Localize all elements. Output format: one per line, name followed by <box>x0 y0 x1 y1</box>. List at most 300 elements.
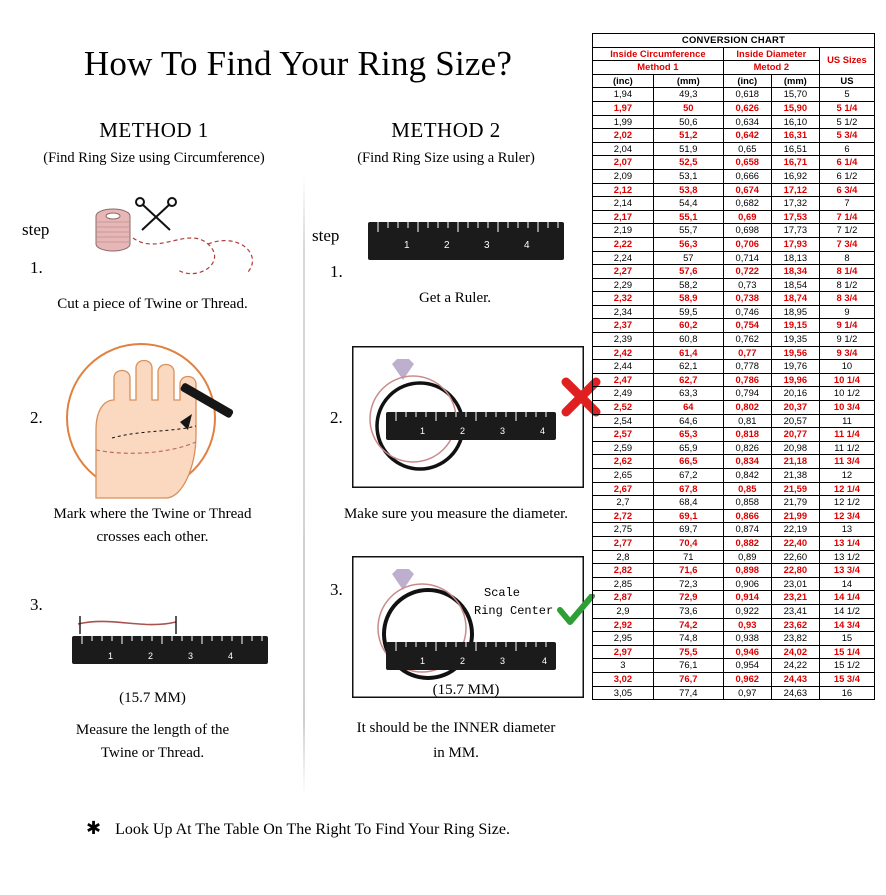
table-cell: 2,09 <box>593 169 654 183</box>
table-cell: 0,642 <box>723 129 771 143</box>
table-cell: 22,40 <box>771 536 819 550</box>
table-cell: 10 1/4 <box>819 373 874 387</box>
bottom-note <box>18 818 578 839</box>
table-cell: 10 1/2 <box>819 387 874 401</box>
chart-title: CONVERSION CHART <box>593 34 875 48</box>
table-cell: 23,21 <box>771 591 819 605</box>
table-cell: 69,7 <box>653 523 723 537</box>
table-cell: 13 3/4 <box>819 564 874 578</box>
table-cell: 69,1 <box>653 509 723 523</box>
table-cell: 0,698 <box>723 224 771 238</box>
table-row <box>593 88 875 102</box>
table-cell: 5 1/4 <box>819 101 874 115</box>
table-cell: 20,98 <box>771 441 819 455</box>
table-cell: 0,626 <box>723 101 771 115</box>
method-1-step-2-number: 2. <box>30 408 43 427</box>
table-cell: 2,19 <box>593 224 654 238</box>
table-cell: 16 <box>819 686 874 700</box>
table-row <box>593 659 875 673</box>
method-2-step-2-caption: Make sure you measure the diameter. <box>343 506 569 522</box>
table-row <box>593 319 875 333</box>
table-cell: 13 <box>819 523 874 537</box>
method-2-step-word: step <box>312 226 340 245</box>
table-cell: 0,938 <box>723 632 771 646</box>
table-row <box>593 224 875 238</box>
table-cell: 5 <box>819 88 874 102</box>
table-cell: 65,3 <box>653 428 723 442</box>
table-row <box>593 251 875 265</box>
table-cell: 20,37 <box>771 401 819 415</box>
table-row <box>593 496 875 510</box>
table-cell: 21,99 <box>771 509 819 523</box>
table-cell: 0,762 <box>723 333 771 347</box>
table-cell: 18,95 <box>771 305 819 319</box>
table-row <box>593 210 875 224</box>
ruler-number-2: 2 <box>148 651 154 661</box>
table-cell: 57 <box>653 251 723 265</box>
table-cell: 3 <box>593 659 654 673</box>
wrong-diameter-panel <box>352 346 584 488</box>
chart-sub-header-0: Method 1 <box>593 61 724 75</box>
table-cell: 0,706 <box>723 237 771 251</box>
table-cell: 2,82 <box>593 564 654 578</box>
table-row <box>593 101 875 115</box>
table-cell: 5 1/2 <box>819 115 874 129</box>
table-cell: 3,05 <box>593 686 654 700</box>
svg-text:2: 2 <box>444 240 450 251</box>
table-cell: 18,74 <box>771 292 819 306</box>
table-cell: 12 <box>819 469 874 483</box>
table-row <box>593 550 875 564</box>
table-cell: 18,13 <box>771 251 819 265</box>
table-cell: 21,38 <box>771 469 819 483</box>
table-row <box>593 360 875 374</box>
svg-text:4: 4 <box>542 656 548 666</box>
table-cell: 9 <box>819 305 874 319</box>
table-cell: 14 3/4 <box>819 618 874 632</box>
table-cell: 2,97 <box>593 645 654 659</box>
table-cell: 22,60 <box>771 550 819 564</box>
conversion-chart <box>592 33 875 700</box>
hand-with-thread-illustration <box>56 338 286 503</box>
table-cell: 1,99 <box>593 115 654 129</box>
table-row <box>593 469 875 483</box>
table-cell: 12 3/4 <box>819 509 874 523</box>
chart-unit-header-4: US <box>819 74 874 88</box>
table-cell: 9 3/4 <box>819 346 874 360</box>
table-row <box>593 292 875 306</box>
table-cell: 0,93 <box>723 618 771 632</box>
method-1-heading: METHOD 1 <box>99 118 209 142</box>
table-cell: 21,59 <box>771 482 819 496</box>
chart-unit-header-2: (inc) <box>723 74 771 88</box>
table-cell: 10 <box>819 360 874 374</box>
ruler-measuring-thread-illustration <box>72 608 272 670</box>
table-cell: 64 <box>653 401 723 415</box>
table-cell: 17,12 <box>771 183 819 197</box>
table-cell: 2,27 <box>593 265 654 279</box>
table-cell: 58,2 <box>653 278 723 292</box>
table-cell: 75,5 <box>653 645 723 659</box>
table-cell: 2,24 <box>593 251 654 265</box>
table-cell: 0,826 <box>723 441 771 455</box>
table-cell: 2,39 <box>593 333 654 347</box>
table-cell: 2,72 <box>593 509 654 523</box>
table-cell: 77,4 <box>653 686 723 700</box>
table-row <box>593 428 875 442</box>
table-row <box>593 387 875 401</box>
table-row <box>593 455 875 469</box>
table-cell: 50,6 <box>653 115 723 129</box>
table-cell: 14 1/4 <box>819 591 874 605</box>
table-cell: 0,818 <box>723 428 771 442</box>
table-cell: 60,8 <box>653 333 723 347</box>
bottom-note-text: Look Up At The Table On The Right To Find Your Ring Size. <box>115 821 510 838</box>
table-cell: 76,1 <box>653 659 723 673</box>
table-cell: 2,95 <box>593 632 654 646</box>
table-cell: 66,5 <box>653 455 723 469</box>
table-row <box>593 632 875 646</box>
svg-text:2: 2 <box>460 426 466 436</box>
table-cell: 2,67 <box>593 482 654 496</box>
table-row <box>593 577 875 591</box>
method-1-measure-label: (15.7 MM) <box>119 690 186 706</box>
table-cell: 2,62 <box>593 455 654 469</box>
table-row <box>593 401 875 415</box>
table-cell: 14 <box>819 577 874 591</box>
table-row <box>593 129 875 143</box>
twine-spool-illustration <box>78 196 278 291</box>
method-2-column <box>310 118 582 167</box>
table-cell: 23,41 <box>771 604 819 618</box>
table-cell: 0,906 <box>723 577 771 591</box>
ruler-number-3: 3 <box>188 651 194 661</box>
table-cell: 62,7 <box>653 373 723 387</box>
table-cell: 55,1 <box>653 210 723 224</box>
table-cell: 2,44 <box>593 360 654 374</box>
table-cell: 2,42 <box>593 346 654 360</box>
method-1-step-3-number: 3. <box>30 595 43 614</box>
table-cell: 50 <box>653 101 723 115</box>
table-row <box>593 618 875 632</box>
table-cell: 1,94 <box>593 88 654 102</box>
method-1-step-3-caption-line2: Twine or Thread. <box>100 745 205 761</box>
table-cell: 20,57 <box>771 414 819 428</box>
table-cell: 0,81 <box>723 414 771 428</box>
table-cell: 7 1/2 <box>819 224 874 238</box>
table-cell: 17,53 <box>771 210 819 224</box>
table-cell: 74,8 <box>653 632 723 646</box>
table-cell: 15 3/4 <box>819 672 874 686</box>
table-row <box>593 645 875 659</box>
table-cell: 62,1 <box>653 360 723 374</box>
table-cell: 53,1 <box>653 169 723 183</box>
table-cell: 2,34 <box>593 305 654 319</box>
table-cell: 21,18 <box>771 455 819 469</box>
table-cell: 0,722 <box>723 265 771 279</box>
table-cell: 2,02 <box>593 129 654 143</box>
table-cell: 0,89 <box>723 550 771 564</box>
table-row <box>593 523 875 537</box>
table-cell: 19,56 <box>771 346 819 360</box>
table-cell: 0,802 <box>723 401 771 415</box>
table-cell: 54,4 <box>653 197 723 211</box>
table-cell: 0,834 <box>723 455 771 469</box>
table-cell: 11 <box>819 414 874 428</box>
table-cell: 7 3/4 <box>819 237 874 251</box>
table-row <box>593 509 875 523</box>
table-row <box>593 536 875 550</box>
method-2-step-3-number: 3. <box>330 580 343 599</box>
table-cell: 0,754 <box>723 319 771 333</box>
method-1-step-2-caption-line1: Mark where the Twine or Thread <box>53 506 252 522</box>
chart-group-header-1: Inside Diameter <box>723 47 819 61</box>
table-cell: 16,71 <box>771 156 819 170</box>
table-cell: 2,07 <box>593 156 654 170</box>
table-cell: 74,2 <box>653 618 723 632</box>
table-cell: 51,9 <box>653 142 723 156</box>
table-cell: 0,786 <box>723 373 771 387</box>
table-row <box>593 156 875 170</box>
table-cell: 17,32 <box>771 197 819 211</box>
table-cell: 2,29 <box>593 278 654 292</box>
table-cell: 0,666 <box>723 169 771 183</box>
table-row <box>593 278 875 292</box>
table-cell: 16,92 <box>771 169 819 183</box>
table-cell: 0,962 <box>723 672 771 686</box>
table-cell: 0,946 <box>723 645 771 659</box>
method-2-step-1-number: 1. <box>330 262 343 281</box>
table-cell: 10 3/4 <box>819 401 874 415</box>
table-cell: 0,898 <box>723 564 771 578</box>
table-cell: 0,73 <box>723 278 771 292</box>
table-cell: 23,62 <box>771 618 819 632</box>
table-cell: 71 <box>653 550 723 564</box>
table-cell: 8 <box>819 251 874 265</box>
plain-ruler-illustration <box>368 222 568 264</box>
table-cell: 11 1/4 <box>819 428 874 442</box>
table-cell: 76,7 <box>653 672 723 686</box>
ruler-number-4: 4 <box>228 651 234 661</box>
table-cell: 0,97 <box>723 686 771 700</box>
table-cell: 19,35 <box>771 333 819 347</box>
table-cell: 2,9 <box>593 604 654 618</box>
table-cell: 18,34 <box>771 265 819 279</box>
table-cell: 11 1/2 <box>819 441 874 455</box>
table-cell: 0,866 <box>723 509 771 523</box>
table-cell: 18,54 <box>771 278 819 292</box>
table-row <box>593 197 875 211</box>
chart-group-header-0: Inside Circumference <box>593 47 724 61</box>
table-cell: 70,4 <box>653 536 723 550</box>
table-cell: 15 1/4 <box>819 645 874 659</box>
table-cell: 15,90 <box>771 101 819 115</box>
green-check-icon <box>556 594 596 630</box>
ruler-number-1: 1 <box>108 651 114 661</box>
chart-unit-header-0: (inc) <box>593 74 654 88</box>
table-cell: 12 1/4 <box>819 482 874 496</box>
table-row <box>593 265 875 279</box>
table-cell: 0,842 <box>723 469 771 483</box>
table-cell: 58,9 <box>653 292 723 306</box>
table-cell: 73,6 <box>653 604 723 618</box>
table-cell: 8 3/4 <box>819 292 874 306</box>
table-cell: 15,70 <box>771 88 819 102</box>
svg-text:2: 2 <box>460 656 466 666</box>
table-cell: 60,2 <box>653 319 723 333</box>
table-cell: 6 <box>819 142 874 156</box>
table-cell: 17,93 <box>771 237 819 251</box>
table-cell: 23,01 <box>771 577 819 591</box>
table-cell: 2,57 <box>593 428 654 442</box>
table-cell: 0,77 <box>723 346 771 360</box>
table-cell: 57,6 <box>653 265 723 279</box>
table-cell: 68,4 <box>653 496 723 510</box>
table-cell: 13 1/4 <box>819 536 874 550</box>
table-cell: 0,914 <box>723 591 771 605</box>
table-cell: 59,5 <box>653 305 723 319</box>
scale-label-line2: Ring Center <box>474 604 554 618</box>
method-1-step-word: step <box>22 220 50 239</box>
table-row <box>593 414 875 428</box>
svg-text:1: 1 <box>404 240 410 251</box>
table-row <box>593 333 875 347</box>
table-cell: 24,43 <box>771 672 819 686</box>
table-cell: 67,8 <box>653 482 723 496</box>
table-cell: 16,10 <box>771 115 819 129</box>
table-cell: 20,77 <box>771 428 819 442</box>
table-cell: 2,04 <box>593 142 654 156</box>
table-cell: 8 1/4 <box>819 265 874 279</box>
table-cell: 53,8 <box>653 183 723 197</box>
table-cell: 2,54 <box>593 414 654 428</box>
table-cell: 24,22 <box>771 659 819 673</box>
svg-text:3: 3 <box>500 656 506 666</box>
table-cell: 7 <box>819 197 874 211</box>
table-cell: 22,80 <box>771 564 819 578</box>
table-row <box>593 441 875 455</box>
table-row <box>593 482 875 496</box>
table-cell: 19,15 <box>771 319 819 333</box>
chart-body <box>593 88 875 700</box>
table-cell: 72,9 <box>653 591 723 605</box>
table-row <box>593 346 875 360</box>
table-cell: 13 1/2 <box>819 550 874 564</box>
table-cell: 0,714 <box>723 251 771 265</box>
table-cell: 0,874 <box>723 523 771 537</box>
table-cell: 2,32 <box>593 292 654 306</box>
table-cell: 2,59 <box>593 441 654 455</box>
chart-unit-header-3: (mm) <box>771 74 819 88</box>
method-2-step-2-number: 2. <box>330 408 343 427</box>
table-cell: 6 1/2 <box>819 169 874 183</box>
table-cell: 14 1/2 <box>819 604 874 618</box>
table-cell: 23,82 <box>771 632 819 646</box>
table-cell: 0,682 <box>723 197 771 211</box>
table-cell: 2,14 <box>593 197 654 211</box>
table-cell: 21,79 <box>771 496 819 510</box>
table-cell: 61,4 <box>653 346 723 360</box>
table-row <box>593 169 875 183</box>
table-cell: 0,858 <box>723 496 771 510</box>
method-1-step-3-caption-line1: Measure the length of the <box>75 722 230 738</box>
table-cell: 0,69 <box>723 210 771 224</box>
svg-text:4: 4 <box>540 426 546 436</box>
table-row <box>593 115 875 129</box>
table-cell: 2,49 <box>593 387 654 401</box>
inner-diameter-panel <box>352 556 584 698</box>
table-cell: 3,02 <box>593 672 654 686</box>
table-cell: 19,96 <box>771 373 819 387</box>
method-1-subheading: (Find Ring Size using Circumference) <box>43 150 265 166</box>
table-cell: 0,746 <box>723 305 771 319</box>
table-cell: 0,65 <box>723 142 771 156</box>
chart-unit-header-1: (mm) <box>653 74 723 88</box>
table-cell: 16,31 <box>771 129 819 143</box>
table-row <box>593 672 875 686</box>
table-cell: 0,658 <box>723 156 771 170</box>
table-cell: 0,618 <box>723 88 771 102</box>
table-cell: 0,882 <box>723 536 771 550</box>
table-row <box>593 686 875 700</box>
table-cell: 15 <box>819 632 874 646</box>
table-cell: 2,8 <box>593 550 654 564</box>
table-row <box>593 237 875 251</box>
table-cell: 9 1/4 <box>819 319 874 333</box>
table-cell: 2,7 <box>593 496 654 510</box>
table-cell: 6 3/4 <box>819 183 874 197</box>
table-cell: 5 3/4 <box>819 129 874 143</box>
table-cell: 2,37 <box>593 319 654 333</box>
method-1-step-1-caption: Cut a piece of Twine or Thread. <box>57 296 248 312</box>
table-cell: 2,65 <box>593 469 654 483</box>
table-cell: 67,2 <box>653 469 723 483</box>
table-row <box>593 604 875 618</box>
method-1-step-1-number: 1. <box>30 258 43 277</box>
method-2-measure-label: (15.7 MM) <box>432 682 500 698</box>
method-2-step-3-caption-line2: in MM. <box>433 745 479 761</box>
table-cell: 49,3 <box>653 88 723 102</box>
table-cell: 2,75 <box>593 523 654 537</box>
table-cell: 2,92 <box>593 618 654 632</box>
svg-text:1: 1 <box>420 426 426 436</box>
table-cell: 9 1/2 <box>819 333 874 347</box>
table-cell: 6 1/4 <box>819 156 874 170</box>
method-2-step-1-caption: Get a Ruler. <box>418 290 492 306</box>
table-cell: 8 1/2 <box>819 278 874 292</box>
svg-text:1: 1 <box>420 656 426 666</box>
svg-text:3: 3 <box>500 426 506 436</box>
table-cell: 71,6 <box>653 564 723 578</box>
table-cell: 2,52 <box>593 401 654 415</box>
table-cell: 2,17 <box>593 210 654 224</box>
table-cell: 0,674 <box>723 183 771 197</box>
table-cell: 19,76 <box>771 360 819 374</box>
table-cell: 24,02 <box>771 645 819 659</box>
method-2-step-3-caption-line1: It should be the INNER diameter <box>356 720 556 736</box>
table-row <box>593 305 875 319</box>
table-cell: 2,77 <box>593 536 654 550</box>
table-cell: 51,2 <box>653 129 723 143</box>
table-cell: 15 1/2 <box>819 659 874 673</box>
table-cell: 20,16 <box>771 387 819 401</box>
table-cell: 0,794 <box>723 387 771 401</box>
page-title: How To Find Your Ring Size? <box>83 44 513 83</box>
table-cell: 2,47 <box>593 373 654 387</box>
table-row <box>593 564 875 578</box>
method-2-heading: METHOD 2 <box>391 118 501 142</box>
svg-text:4: 4 <box>524 240 530 251</box>
